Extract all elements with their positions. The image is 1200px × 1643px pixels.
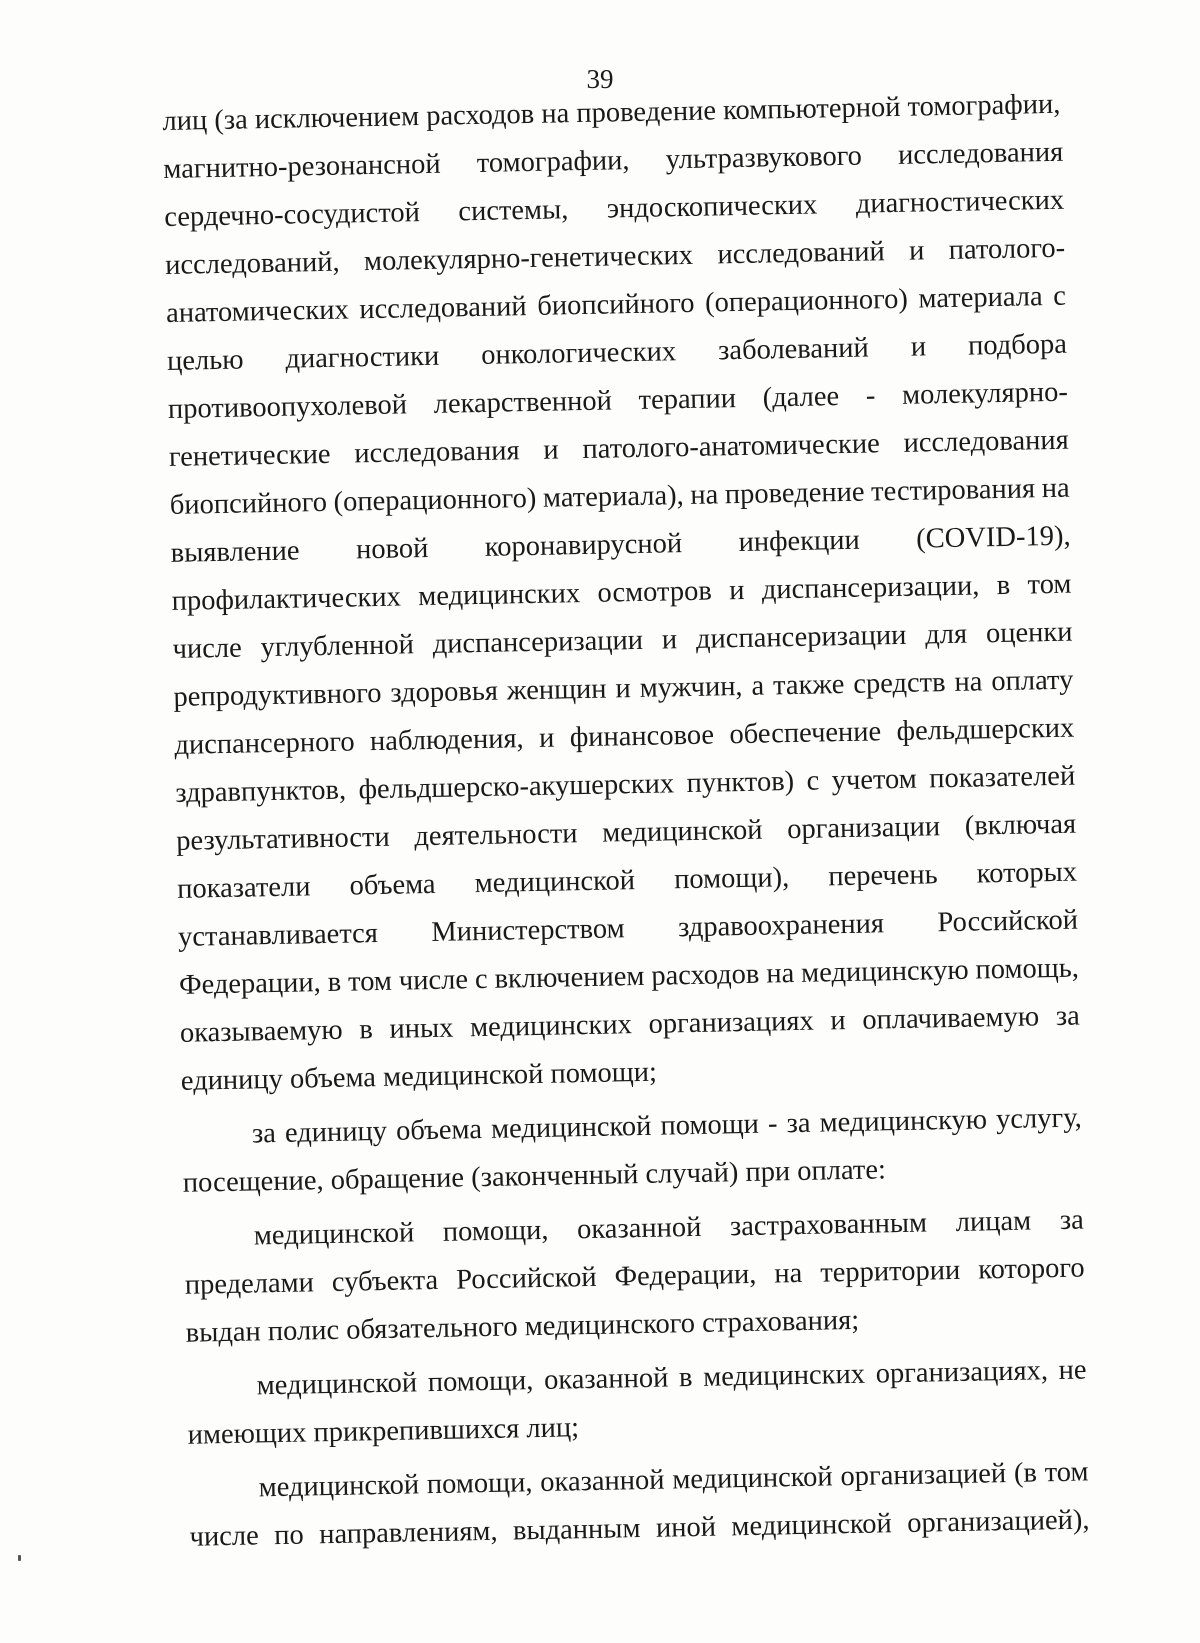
text-word: а bbox=[751, 670, 765, 702]
text-word: помощи, bbox=[426, 1467, 533, 1501]
page-number: 39 bbox=[586, 64, 614, 94]
text-word: исследований bbox=[359, 291, 527, 326]
text-word: помощь, bbox=[975, 952, 1080, 986]
text-word: исследования bbox=[903, 424, 1070, 459]
text-word: медицинской bbox=[671, 1461, 833, 1496]
text-word: оказанной bbox=[576, 1211, 702, 1246]
text-word: финансовое bbox=[569, 719, 715, 754]
text-word: оценки bbox=[985, 616, 1073, 650]
text-word: патолого- bbox=[948, 232, 1066, 266]
text-word: генетические bbox=[168, 438, 331, 473]
text-word: - bbox=[767, 1108, 778, 1140]
text-word: молекулярно-генетических bbox=[363, 239, 694, 278]
text-word: профилактических bbox=[171, 581, 402, 617]
text-word: медицинской bbox=[490, 1110, 652, 1145]
text-word: лицам bbox=[955, 1205, 1032, 1238]
text-word: включением bbox=[494, 960, 645, 995]
text-word: проведение bbox=[724, 476, 865, 511]
text-word: и bbox=[728, 574, 745, 607]
text-word: организацией), bbox=[906, 1504, 1090, 1539]
text-word: том bbox=[1027, 568, 1072, 601]
text-word: оказываемую bbox=[179, 1014, 343, 1049]
text-word: помощи), bbox=[673, 862, 790, 896]
text-word: медицинской bbox=[601, 814, 763, 849]
text-word: исследований bbox=[717, 236, 885, 271]
text-word: направлениям, bbox=[318, 1515, 498, 1551]
text-word: в bbox=[327, 966, 342, 998]
text-word: для bbox=[924, 618, 968, 651]
text-word: медицинских bbox=[469, 1009, 633, 1044]
text-word: (далее bbox=[762, 381, 840, 414]
text-word: услугу, bbox=[995, 1102, 1082, 1136]
text-word: с bbox=[806, 765, 820, 797]
text-word: Федерации, bbox=[178, 967, 322, 1001]
text-word: субъекта bbox=[331, 1264, 439, 1298]
text-word: пределами bbox=[184, 1267, 315, 1301]
text-word: на bbox=[690, 479, 719, 511]
text-word: (операционного) bbox=[333, 482, 537, 518]
text-word: - bbox=[865, 380, 876, 412]
text-word: медицинскую bbox=[819, 1104, 988, 1139]
text-word: здоровья bbox=[390, 675, 499, 709]
text-line: единицу объема медицинской помощи; bbox=[180, 1056, 658, 1097]
text-word: осмотров bbox=[597, 575, 713, 609]
text-word: наблюдения, bbox=[369, 723, 524, 758]
text-word: помощи, bbox=[427, 1365, 534, 1399]
text-word: на bbox=[765, 958, 795, 990]
text-word: с bbox=[474, 963, 488, 996]
text-word: диспансеризации bbox=[432, 624, 644, 660]
text-word: ультразвукового bbox=[665, 140, 863, 176]
text-word: числе bbox=[172, 632, 242, 665]
text-word: том bbox=[1044, 1456, 1089, 1489]
text-word: коронавирусной bbox=[484, 528, 683, 563]
text-word: медицинских bbox=[702, 1358, 866, 1393]
text-word: за bbox=[1059, 1204, 1084, 1236]
text-word: учетом bbox=[831, 763, 918, 797]
text-word: расходов bbox=[651, 958, 760, 992]
text-word: том bbox=[347, 965, 393, 998]
text-word: инфекции bbox=[738, 524, 861, 559]
text-line: имеющих прикрепившихся лиц; bbox=[187, 1412, 580, 1451]
text-word: и bbox=[543, 434, 559, 466]
text-word: исследования bbox=[354, 435, 520, 470]
text-word: которых bbox=[976, 856, 1078, 890]
text-word: помощи, bbox=[442, 1214, 549, 1248]
margin-speck bbox=[18, 1555, 21, 1561]
text-word: территории bbox=[819, 1254, 961, 1289]
text-word: на bbox=[1041, 472, 1070, 505]
text-word: Федерации, bbox=[614, 1258, 757, 1293]
text-word: материала bbox=[918, 281, 1043, 315]
text-word: оплачиваемую bbox=[862, 1001, 1040, 1036]
text-word: Российской bbox=[937, 904, 1079, 939]
text-word: томографии, bbox=[476, 145, 630, 179]
text-word: объема bbox=[349, 868, 436, 902]
text-word: мужчин, bbox=[639, 670, 743, 704]
text-word: устанавливается bbox=[177, 918, 379, 953]
text-word: результативности bbox=[175, 821, 391, 857]
text-word: оказанной bbox=[539, 1464, 665, 1498]
text-word: объема bbox=[395, 1114, 483, 1147]
text-word: за bbox=[786, 1107, 811, 1140]
text-word: женщин bbox=[506, 673, 607, 707]
text-word: перечень bbox=[828, 859, 938, 893]
text-word: исследований, bbox=[164, 246, 340, 281]
text-word: лекарственной bbox=[433, 385, 613, 420]
text-word: магнитно-резонансной bbox=[163, 148, 441, 185]
text-word: и bbox=[910, 331, 927, 363]
text-word: исследования bbox=[897, 136, 1064, 171]
text-word: медицинской bbox=[253, 1217, 415, 1252]
text-word: репродуктивного bbox=[173, 677, 382, 713]
text-word: иных bbox=[389, 1012, 454, 1045]
text-word: Министерством bbox=[431, 913, 625, 948]
text-word: обеспечение bbox=[729, 716, 882, 751]
text-word: по bbox=[273, 1519, 305, 1552]
text-word: диспансерного bbox=[174, 726, 355, 761]
text-word: (COVID-19), bbox=[915, 520, 1071, 555]
text-word: не bbox=[1058, 1354, 1087, 1387]
text-word: здравоохранения bbox=[677, 908, 885, 944]
text-word: и bbox=[615, 673, 632, 705]
text-word: противоопухолевой bbox=[167, 389, 408, 425]
text-word: организацией bbox=[840, 1458, 1007, 1493]
text-word: целью bbox=[166, 344, 244, 377]
text-word: числе bbox=[398, 964, 469, 997]
text-word: диагностических bbox=[855, 184, 1065, 220]
text-word: организациях, bbox=[875, 1355, 1049, 1390]
text-word: показатели bbox=[176, 871, 311, 905]
text-word: диспансеризации bbox=[695, 619, 907, 655]
text-word: тестирования bbox=[870, 473, 1036, 508]
body-text bbox=[162, 81, 1090, 1562]
text-word: и bbox=[538, 722, 555, 754]
text-word: на bbox=[774, 1257, 803, 1290]
text-word: биопсийного bbox=[169, 486, 328, 521]
text-word: Российской bbox=[455, 1261, 597, 1296]
text-word: в bbox=[996, 569, 1011, 602]
text-word: диагностики bbox=[285, 340, 440, 375]
text-word: помощи bbox=[660, 1108, 760, 1142]
text-word: медицинской bbox=[731, 1508, 893, 1543]
text-word: (включая bbox=[964, 808, 1077, 842]
text-word: выявление bbox=[170, 535, 300, 569]
text-word: медицинской bbox=[256, 1367, 418, 1402]
text-word: здравпунктов, bbox=[175, 774, 347, 809]
text-word: медицинских bbox=[417, 578, 581, 613]
text-word: терапии bbox=[638, 383, 737, 416]
text-word: организации bbox=[786, 811, 941, 846]
text-word: сердечно-сосудистой bbox=[163, 197, 421, 233]
text-word: показателей bbox=[928, 760, 1076, 795]
text-word: оказанной bbox=[543, 1362, 669, 1396]
text-line: посещение, обращение (законченный случай) при оплате: bbox=[182, 1154, 887, 1199]
text-line: выдан полис обязательного медицинского страхования; bbox=[185, 1304, 860, 1349]
text-word: подбора bbox=[967, 328, 1068, 362]
text-word: эндоскопических bbox=[606, 189, 818, 225]
text-word: иной bbox=[655, 1511, 717, 1544]
text-word: в bbox=[678, 1362, 693, 1394]
text-word: медицинскую bbox=[800, 954, 969, 989]
text-word: средств bbox=[852, 667, 946, 700]
text-word: на bbox=[954, 666, 983, 698]
text-word: и bbox=[830, 1005, 846, 1037]
text-word: диспансеризации, bbox=[761, 570, 980, 606]
text-word: патолого-анатомические bbox=[582, 428, 881, 465]
text-word: за bbox=[251, 1118, 277, 1150]
text-word: биопсийного bbox=[536, 287, 695, 322]
text-word: с bbox=[1052, 280, 1067, 312]
text-word: деятельности bbox=[414, 818, 578, 853]
text-word: углубленной bbox=[260, 629, 415, 664]
text-word: выданным bbox=[512, 1513, 641, 1547]
text-word: (в bbox=[1013, 1457, 1038, 1489]
text-word: застрахованным bbox=[729, 1207, 928, 1243]
text-word: которого bbox=[977, 1252, 1085, 1286]
text-word: системы, bbox=[458, 194, 569, 228]
text-word: и bbox=[908, 235, 925, 267]
text-word: за bbox=[1055, 1000, 1080, 1033]
text-word: заболеваний bbox=[717, 332, 870, 367]
text-word: числе bbox=[189, 1520, 260, 1553]
text-word: единицу bbox=[284, 1115, 388, 1149]
text-word: материала), bbox=[542, 480, 684, 514]
text-word: фельдшерско-акушерских bbox=[358, 768, 675, 806]
text-word: в bbox=[359, 1014, 374, 1046]
text-word: онкологических bbox=[480, 336, 677, 371]
text-word: анатомических bbox=[165, 294, 349, 329]
text-line: лиц (за исключением расходов на проведение компьютерной томографии, bbox=[162, 88, 1061, 137]
text-word: молекулярно- bbox=[901, 376, 1069, 411]
text-word: и bbox=[661, 624, 678, 656]
text-word: пунктов) bbox=[686, 765, 795, 800]
text-word: оплату bbox=[991, 664, 1074, 698]
text-word: новой bbox=[355, 532, 429, 566]
text-word: организациях bbox=[648, 1005, 814, 1040]
text-word: медицинской bbox=[474, 865, 636, 900]
text-word: (операционного) bbox=[704, 283, 909, 319]
text-word: медицинской bbox=[258, 1469, 420, 1504]
text-word: также bbox=[772, 669, 845, 702]
text-word: фельдшерских bbox=[896, 712, 1075, 748]
